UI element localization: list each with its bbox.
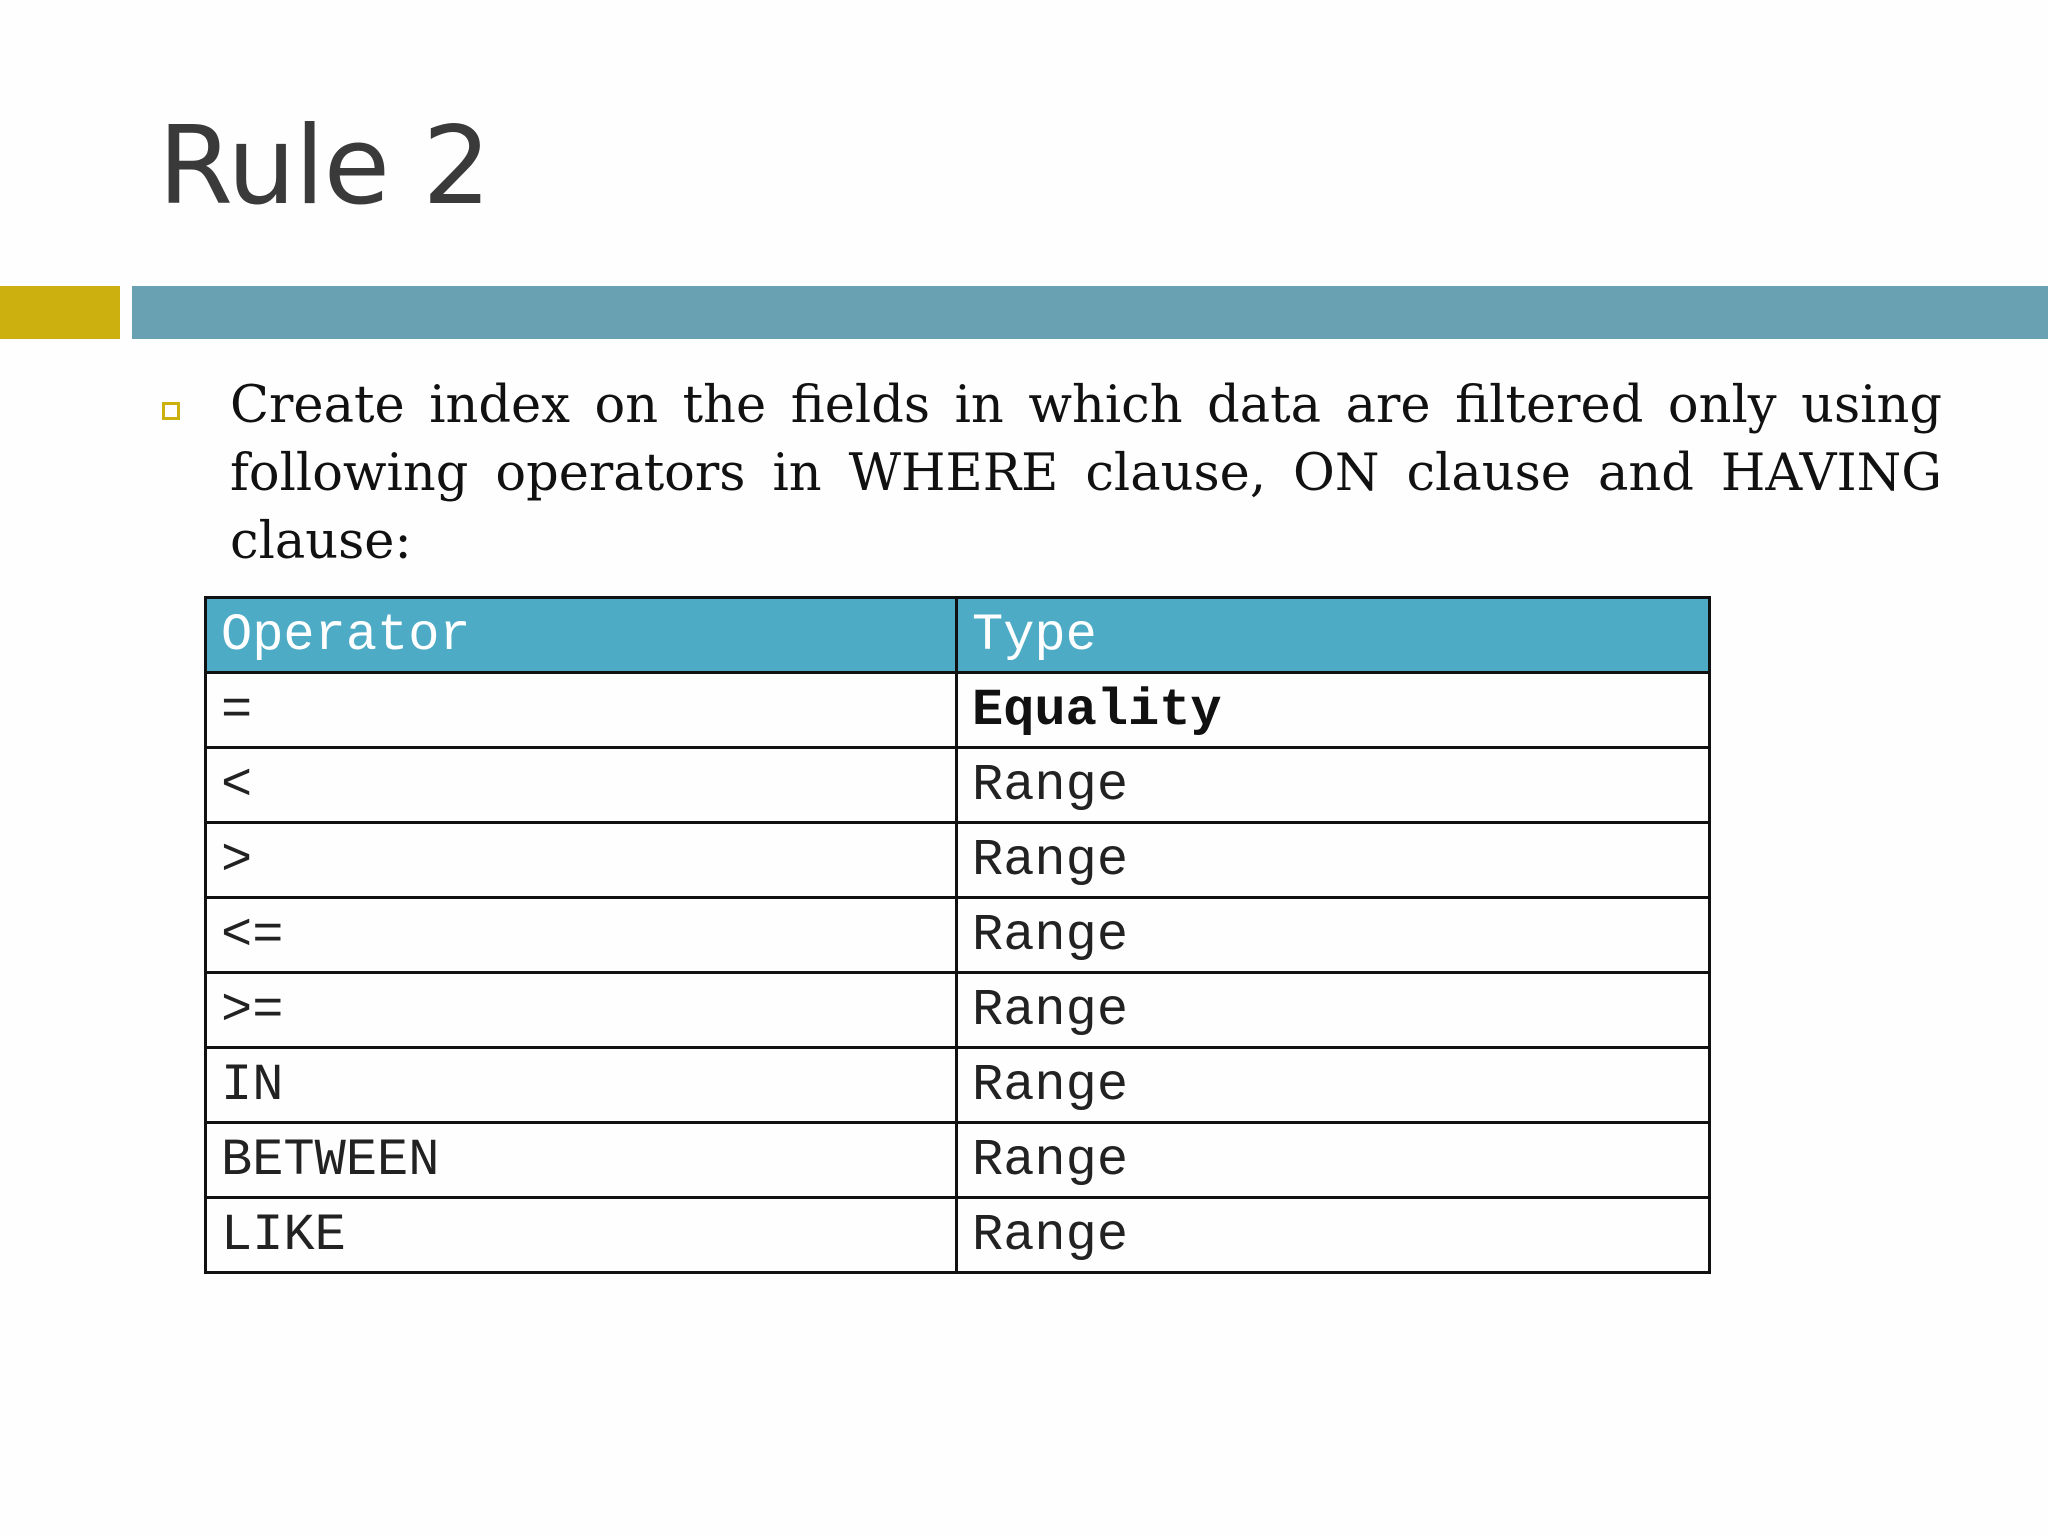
- operator-cell: LIKE: [206, 1198, 957, 1273]
- table-row: [206, 1123, 1710, 1198]
- type-cell: Range: [957, 973, 1710, 1048]
- type-cell: Range: [957, 1048, 1710, 1123]
- table-row: [206, 1198, 1710, 1273]
- operator-cell: >: [206, 823, 957, 898]
- table-row: [206, 823, 1710, 898]
- type-cell: Range: [957, 1198, 1710, 1273]
- table-row: [206, 748, 1710, 823]
- table-row: [206, 673, 1710, 748]
- operator-cell: <: [206, 748, 957, 823]
- table-row: [206, 973, 1710, 1048]
- slide-title: Rule 2: [158, 104, 491, 229]
- operator-cell: IN: [206, 1048, 957, 1123]
- type-cell: Range: [957, 898, 1710, 973]
- operator-table: [204, 596, 1711, 1274]
- type-cell: Range: [957, 823, 1710, 898]
- operator-cell: >=: [206, 973, 957, 1048]
- square-bullet-icon: [162, 402, 180, 420]
- type-cell: Range: [957, 748, 1710, 823]
- operator-cell: =: [206, 673, 957, 748]
- operator-cell: BETWEEN: [206, 1123, 957, 1198]
- table-header-row: [206, 598, 1710, 673]
- bullet-text: Create index on the fields in which data are filtered only using following operators in WHERE clause, ON clause and HAVING clause:: [230, 376, 1942, 571]
- column-header-operator: Operator: [206, 598, 957, 673]
- column-header-type: Type: [957, 598, 1710, 673]
- operator-cell: <=: [206, 898, 957, 973]
- table-row: [206, 898, 1710, 973]
- table-row: [206, 1048, 1710, 1123]
- accent-bar-gold: [0, 286, 120, 339]
- type-cell: Equality: [957, 673, 1710, 748]
- type-cell: Range: [957, 1123, 1710, 1198]
- accent-bar-teal: [132, 286, 2048, 339]
